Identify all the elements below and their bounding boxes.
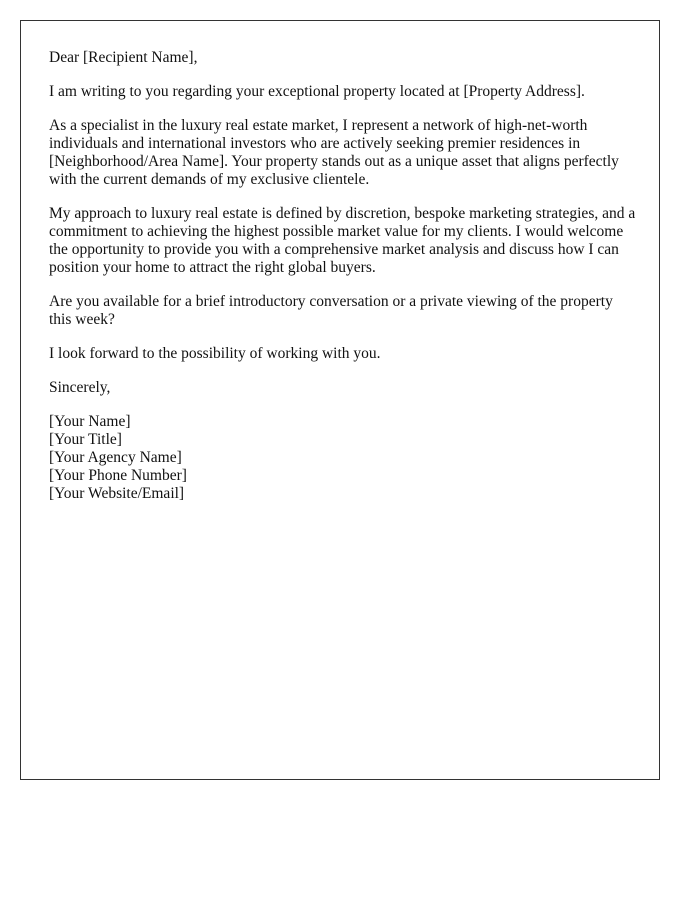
paragraph-approach: My approach to luxury real estate is defined by discretion, bespoke marketing strategies, and a commitment to achieving the highest possible market value for my clients. I would welcome the opportunity to provide you with a comprehensive market analysis and discuss how I can position your home to attract the right global buyers. bbox=[49, 205, 636, 276]
paragraph-specialist: As a specialist in the luxury real estate market, I represent a network of high-net-worth individuals and international investors who are actively seeking premier residences in [Neighborhood/Area Name]. Your property stands out as a unique asset that aligns perfectly with the current demands of my exclusive clientele. bbox=[49, 117, 619, 188]
signature-phone: [Your Phone Number] bbox=[49, 467, 187, 484]
signature-name: [Your Name] bbox=[49, 413, 131, 430]
salutation: Dear [Recipient Name], bbox=[49, 49, 198, 66]
signature-title: [Your Title] bbox=[49, 431, 122, 448]
letter-body bbox=[49, 49, 639, 503]
closing: Sincerely, bbox=[49, 379, 111, 396]
paragraph-look-forward: I look forward to the possibility of working with you. bbox=[49, 345, 381, 362]
letter-page bbox=[20, 20, 660, 780]
signature-block bbox=[49, 413, 639, 503]
signature-agency: [Your Agency Name] bbox=[49, 449, 182, 466]
paragraph-availability: Are you available for a brief introductory conversation or a private viewing of the property this week? bbox=[49, 293, 613, 328]
paragraph-intro: I am writing to you regarding your exceptional property located at [Property Address]. bbox=[49, 83, 585, 100]
signature-website-email: [Your Website/Email] bbox=[49, 485, 185, 502]
